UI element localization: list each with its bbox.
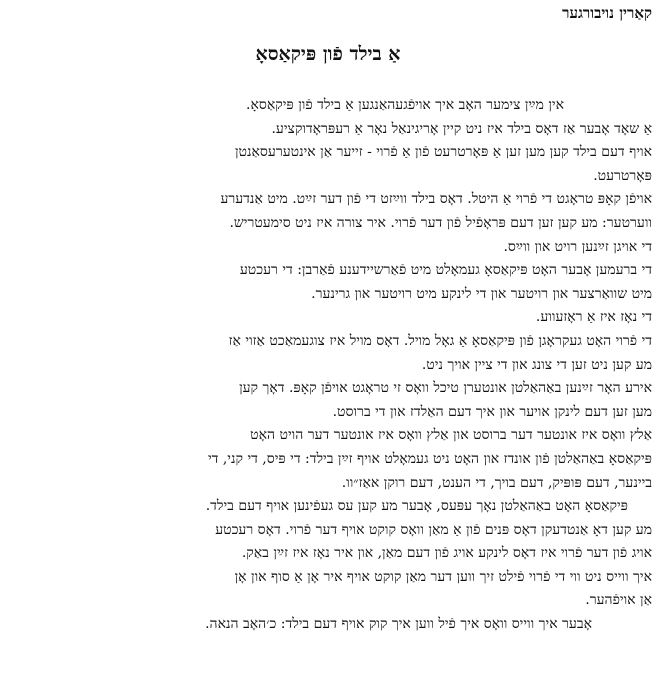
paragraph-8 — [4, 330, 652, 377]
text-line: מע קען דאָ אַנטדעקן דאָס פּנים פֿון אַ מאַן וואָס קוקט אויף דער פֿרוי. דאָס רעכטע — [215, 521, 652, 538]
author-name: קאַרין נויבורגער — [562, 4, 652, 22]
paragraph-13 — [4, 613, 652, 637]
text-line: אויפֿן קאָפּ טראָגט די פֿרוי אַ היטל. דאָס בילד ווײַזט די פֿון דער זײַט. מיט אַנדערע — [220, 191, 652, 208]
text-line: אויג פֿון דער פֿרוי איז דאָס לינקע אויג פֿון דעם מאַן, און איר נאָז איז זײַן באַק. — [241, 545, 652, 562]
paragraph-6 — [4, 259, 652, 306]
article-body — [4, 94, 652, 637]
text-line: אָבער איך ווייס וואָס איך פֿיל ווען איך קוק אויף דעם בילד: כ׳האָב הנאה. — [205, 616, 592, 633]
text-line: פּיקאַסאָ האָט באַהאַלטן נאָך עפּעס, אָבער מע קען עס געפֿינען אויף דעם בילד. — [205, 498, 628, 515]
text-line: די נאָז איז אַ ראָזעווע. — [535, 309, 652, 326]
text-line: מיט שוואַרצער און רויטער און די לינקע מיט רויטער און גרינער. — [311, 285, 652, 302]
article-title: אַ בילד פֿון פּיקאַסאָ — [255, 43, 401, 65]
text-line: אויף דעם בילד קען מען זען אַ פּאָרטרעט פֿון אַ פֿרוי - זייער אַן אינטערעסאַנטן — [234, 144, 652, 161]
text-line: די פֿרוי האָט געקראָגן פֿון פּיקאַסאָ אַ גאָל מויל. דאָס מויל איז צוגעמאַכט אַזוי אַז — [228, 332, 652, 349]
text-line: פּיקאַסאָ באַהאַלטן פֿון אונדז און האָט ניט געמאָלט אויף זײַן בילד: די פּיס, די קני, די — [207, 450, 652, 467]
paragraph-7 — [4, 306, 652, 330]
text-line: פּאָרטרעט. — [593, 167, 652, 184]
paragraph-10 — [4, 424, 652, 495]
text-line: מען זען דעם לינקן אויער און איך דעם האַלדז און די ברוסט. — [332, 403, 652, 420]
text-line: איך ווייס ניט ווי די פֿרוי פֿילט זיך ווען דער מאַן קוקט אויף איר אָן אַ סוף און אָן — [234, 568, 652, 585]
paragraph-3 — [4, 141, 652, 188]
paragraph-1 — [4, 94, 652, 118]
text-line: אין מײַן צימער האָב איך אויפֿגעהאַנגען אַ בילד פֿון פּיקאַסאָ. — [246, 97, 564, 113]
text-line: אירע האָר זײַנען באַהאַלטן אונטערן טיכל וואָס זי טראָגט אויפֿן קאָפּ. דאָך קען — [239, 380, 652, 397]
text-line: אַן אויפֿהער. — [585, 592, 652, 609]
text-line: אַ שאָד אָבער אַז דאָס בילד איז ניט קיין אָריגינאַל נאָר אַ רעפּראָדוקציע. — [271, 120, 652, 137]
paragraph-2 — [4, 118, 652, 142]
text-line: ביינער, דעם פּופּיק, דעם בויך, די הענט, דעם רוקן אאַז״וו. — [341, 474, 652, 491]
paragraph-9 — [4, 377, 652, 424]
paragraph-12 — [4, 566, 652, 613]
text-line: די אויגן זײַנען רויט און ווײַס. — [503, 238, 652, 255]
paragraph-11 — [4, 495, 652, 566]
text-line: מע קען ניט זען די צונג און די ציין אויך ניט. — [421, 356, 652, 373]
paragraph-5 — [4, 236, 652, 260]
text-line: אַלץ וואָס איז אונטער דער ברוסט און אַלץ וואָס איז אונטער דער הויט האָט — [250, 427, 652, 444]
text-line: ווערטער: מע קען זען דעם פּראָפֿיל פֿון דער פֿרוי. איר צורה איז ניט סימעטריש. — [229, 214, 652, 231]
text-line: די ברעמען אָבער האָט פּיקאַסאָ געמאָלט מיט פֿאַרשיידענע פֿאַרבן: די רעכטע — [239, 262, 652, 279]
paragraph-4 — [4, 188, 652, 235]
